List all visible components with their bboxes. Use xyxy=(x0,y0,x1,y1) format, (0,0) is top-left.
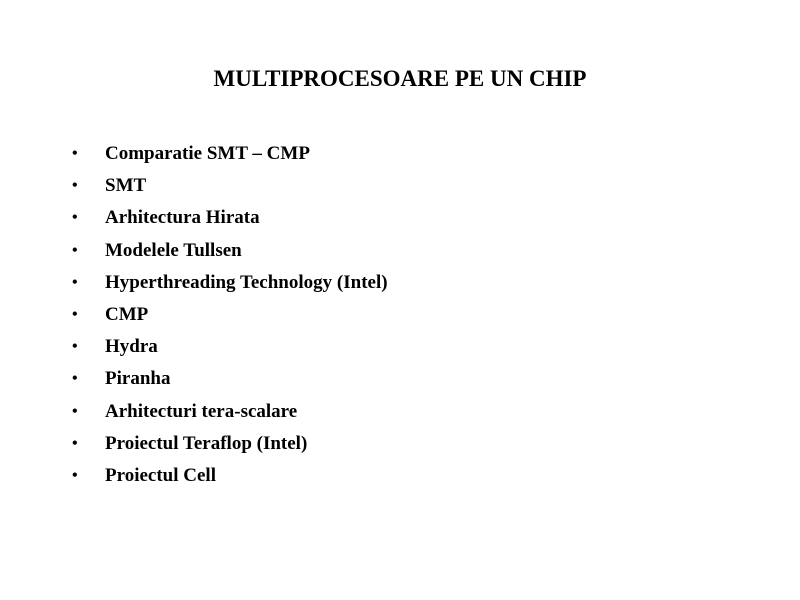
bullet-icon: • xyxy=(72,209,78,227)
list-item-text: Modelele Tullsen xyxy=(105,239,242,261)
list-item-text: Proiectul Cell xyxy=(105,464,216,486)
bullet-icon: • xyxy=(72,241,78,259)
bullet-icon: • xyxy=(72,466,78,484)
bullet-icon: • xyxy=(72,402,78,420)
bullet-icon: • xyxy=(72,305,78,323)
list-item-text: Proiectul Teraflop (Intel) xyxy=(105,432,308,454)
list-item-text: Arhitecturi tera-scalare xyxy=(105,400,298,422)
list-item-text: Arhitectura Hirata xyxy=(105,207,260,229)
list-item-text: Hydra xyxy=(105,336,158,358)
bullet-icon: • xyxy=(72,145,78,162)
bullet-icon: • xyxy=(72,338,78,356)
list-item-text: SMT xyxy=(105,175,147,197)
bullet-icon: • xyxy=(72,434,78,452)
bullet-icon: • xyxy=(72,177,78,195)
list-item-text: CMP xyxy=(105,303,149,325)
list-item-text: Piranha xyxy=(105,368,171,390)
list-item-text: Comparatie SMT – CMP xyxy=(105,143,310,164)
list-item-text: Hyperthreading Technology (Intel) xyxy=(105,271,388,293)
bullet-icon: • xyxy=(72,370,78,388)
bullet-icon: • xyxy=(72,273,78,291)
slide-title: MULTIPROCESOARE PE UN CHIP xyxy=(213,66,587,91)
